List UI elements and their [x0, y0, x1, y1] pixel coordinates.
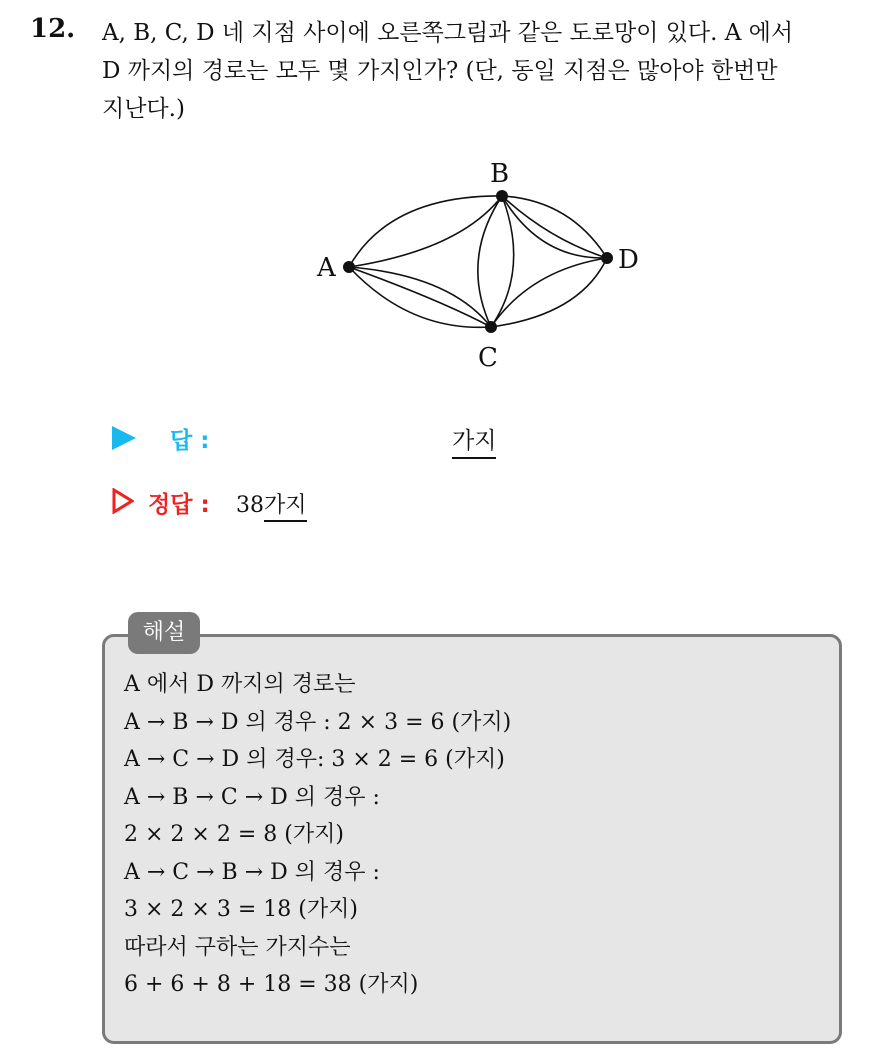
road-b-d-2	[502, 196, 607, 258]
node-b-dot	[496, 190, 508, 202]
road-a-c-2	[349, 267, 491, 327]
correct-answer-label: 정답 :	[148, 492, 210, 518]
road-b-c-1	[478, 196, 502, 327]
outline-arrow-icon	[112, 488, 134, 514]
node-d-label: D	[618, 245, 639, 275]
solution-line-8: 따라서 구하는 가지수는	[124, 934, 351, 960]
solution-line-1: A 에서 D 까지의 경로는	[124, 672, 356, 697]
answer-label: 답 :	[170, 428, 210, 454]
problem-line-1: A, B, C, D 네 지점 사이에 오른쪽그림과 같은 도로망이 있다. A 에서	[102, 20, 794, 46]
road-a-c-1	[349, 267, 491, 327]
answer-row	[112, 420, 712, 460]
solution-line-5: 2 × 2 × 2 = 8 (가지)	[124, 822, 344, 847]
road-network-diagram	[300, 150, 660, 380]
answer-blank[interactable]: 가지	[452, 422, 496, 459]
solution-line-6: A → C → B → D 의 경우 :	[124, 859, 380, 885]
solution-line-2: A → B → D 의 경우 : 2 × 3 = 6 (가지)	[124, 709, 512, 735]
correct-answer-number: 38	[236, 493, 264, 518]
road-b-d-1	[502, 196, 607, 258]
solution-line-7: 3 × 2 × 3 = 18 (가지)	[124, 897, 358, 922]
node-a-dot	[343, 261, 355, 273]
solution-line-9: 6 + 6 + 8 + 18 = 38 (가지)	[124, 972, 419, 997]
node-d-dot	[601, 252, 613, 264]
correct-answer-row	[112, 482, 712, 526]
road-a-c-3	[349, 267, 491, 327]
problem-line-2: D 까지의 경로는 모두 몇 가지인가? (단, 동일 지점은 많아야 한번만	[102, 58, 778, 84]
node-a-label: A	[317, 253, 336, 283]
problem-line-3: 지난다.)	[102, 96, 185, 122]
correct-answer-unit: 가지	[264, 493, 307, 522]
problem-text	[102, 14, 872, 128]
correct-answer-value	[236, 488, 307, 519]
node-c-label: C	[478, 343, 498, 373]
solution-tab: 해설	[128, 612, 200, 654]
problem-number: 12.	[30, 14, 76, 44]
solution-line-3: A → C → D 의 경우: 3 × 2 = 6 (가지)	[124, 747, 505, 772]
road-b-c-2	[491, 196, 514, 327]
solution-lines	[124, 666, 834, 1004]
node-b-label: B	[490, 159, 510, 189]
play-arrow-icon	[112, 426, 136, 450]
solution-line-4: A → B → C → D 의 경우 :	[124, 784, 380, 810]
road-b-d-3	[502, 196, 607, 258]
road-network-svg	[300, 150, 660, 380]
node-c-dot	[485, 321, 497, 333]
